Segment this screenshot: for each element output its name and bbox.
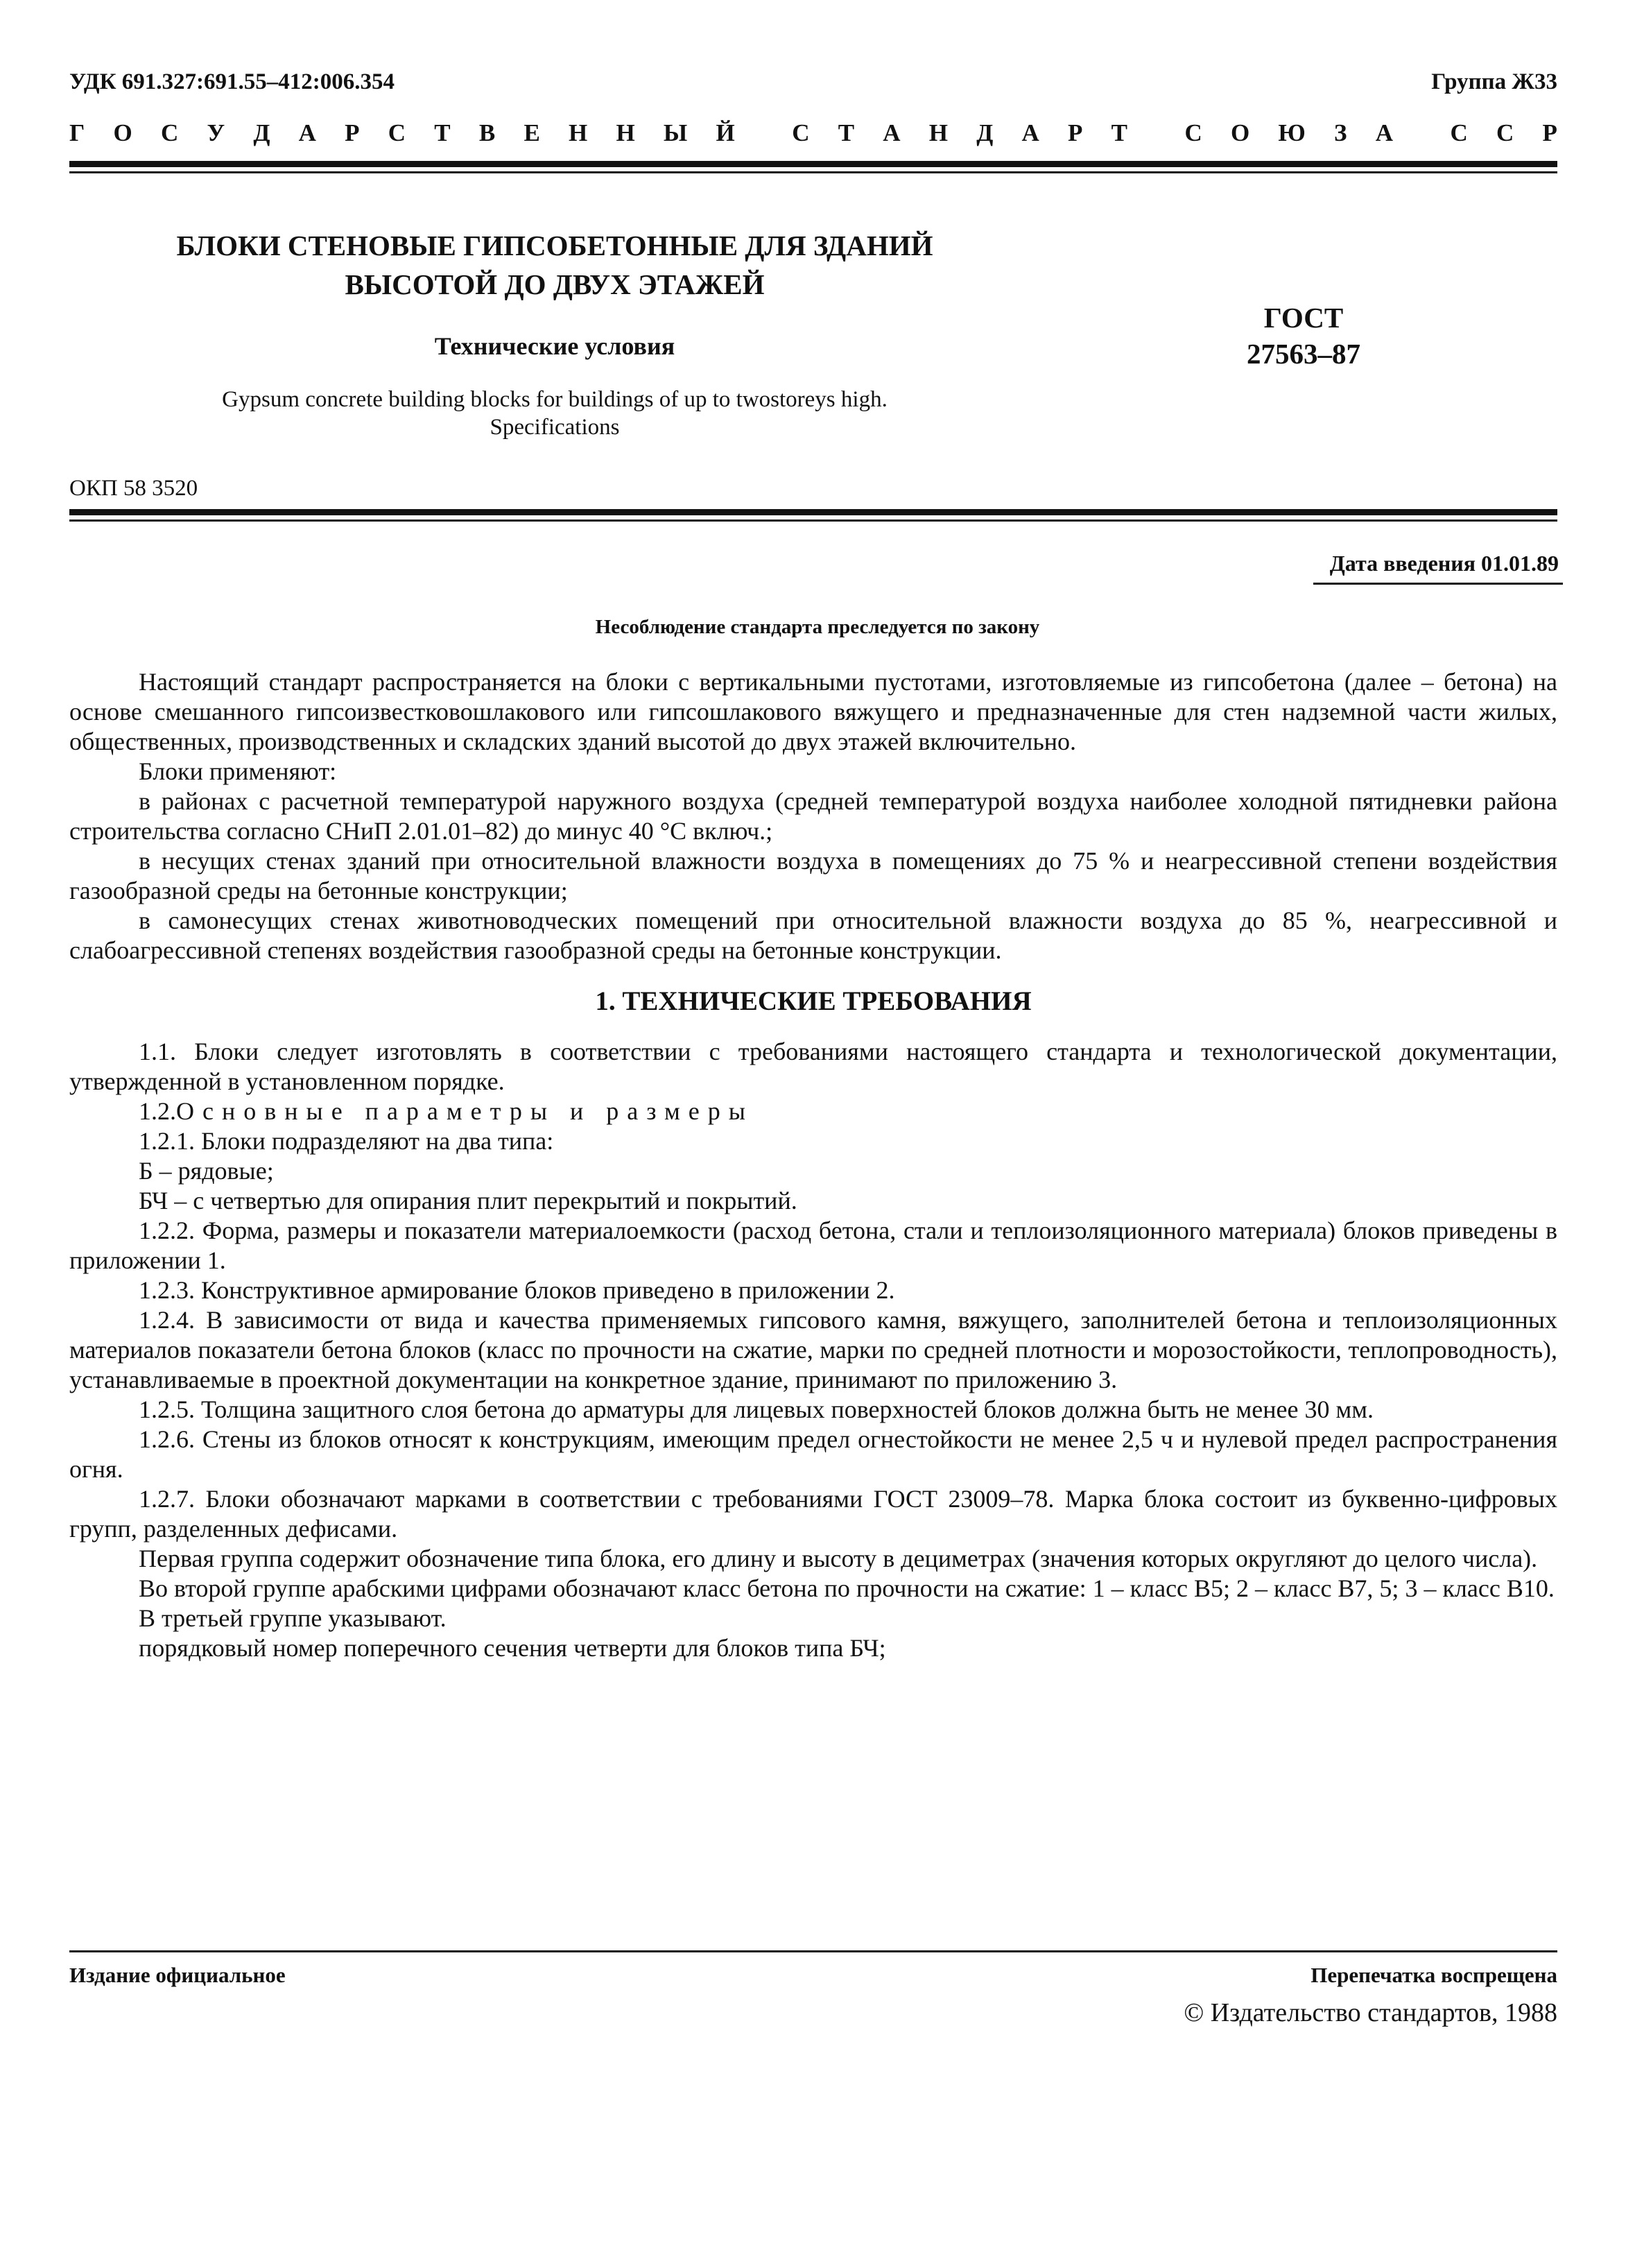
paragraph-climate: в районах с расчетной температурой наружного воздуха (средней температурой воздуха наиболее холодной пятидневки района строительства согласно СНиП 2.01.01–82) до минус 40 °С включ.; <box>69 787 1557 845</box>
reprint-notice: Перепечатка воспрещена <box>1310 1963 1557 1987</box>
heading-letter: А <box>1375 119 1394 146</box>
heading-letter: В <box>478 119 496 146</box>
top-thin-rule <box>69 171 1557 173</box>
legal-notice: Несоблюдение стандарта преследуется по закону <box>595 616 1040 638</box>
heading-letter: А <box>883 119 901 146</box>
okp-code: ОКП 58 3520 <box>69 476 198 501</box>
mid-thick-rule <box>69 509 1557 515</box>
heading-letter: Г <box>69 119 85 146</box>
clause-1-2-5: 1.2.5. Толщина защитного слоя бетона до арматуры для лицевых поверхностей блоков должна быть не менее 30 мм. <box>139 1395 1374 1423</box>
heading-letter: Т <box>838 119 855 146</box>
heading-letter: С <box>1450 119 1468 146</box>
heading-letter: О <box>113 119 132 146</box>
official-edition: Издание официальное <box>69 1963 286 1987</box>
clause-1-1: 1.1. Блоки следует изготовлять в соответствии с требованиями настоящего стандарта и технологической документации, утвержденной в установленном порядке. <box>69 1038 1557 1095</box>
heading-letter: Ы <box>663 119 688 146</box>
state-standard-heading <box>69 119 1557 147</box>
heading-letter: С <box>1184 119 1202 146</box>
english-title-line-2: Specifications <box>490 415 620 440</box>
document-title <box>111 226 998 304</box>
paragraph-scope: Настоящий стандарт распространяется на блоки с вертикальными пустотами, изготовляемые из гипсобетона (далее – бетона) на основе смешанного гипсоизвестковошлакового или гипсошлакового вяжущего и предназначенные для стен надземной части жилых, общественных, производственных и складских зданий высотой до двух этажей включительно. <box>69 668 1557 755</box>
clause-1-2-7: 1.2.7. Блоки обозначают марками в соответствии с требованиями ГОСТ 23009–78. Марка блока состоит из буквенно-цифровых групп, разделенных дефисами. <box>69 1485 1557 1543</box>
english-title-line-1: Gypsum concrete building blocks for buildings of up to twostoreys high. <box>222 387 888 412</box>
heading-letter: С <box>792 119 810 146</box>
gost-number: 27563–87 <box>1247 338 1360 370</box>
heading-letter: А <box>298 119 316 146</box>
heading-letter: Д <box>976 119 994 146</box>
introduction-date: Дата введения 01.01.89 <box>1329 551 1559 576</box>
heading-letter: С <box>388 119 406 146</box>
heading-letter: Е <box>524 119 540 146</box>
heading-letter: У <box>207 119 225 146</box>
date-underline <box>1313 583 1563 585</box>
heading-letter: Н <box>928 119 948 146</box>
clause-1-2 <box>69 1097 1557 1126</box>
clause-1-2-3: 1.2.3. Конструктивное армирование блоков приведено в приложении 2. <box>139 1276 895 1304</box>
group-3-item: порядковый номер поперечного сечения четверти для блоков типа БЧ; <box>139 1634 886 1662</box>
clause-1-2-1: 1.2.1. Блоки подразделяют на два типа: <box>139 1127 554 1155</box>
heading-letter: О <box>1230 119 1250 146</box>
heading-letter: Р <box>345 119 360 146</box>
clause-1-2-number: 1.2. <box>139 1097 176 1125</box>
heading-letter: Н <box>569 119 588 146</box>
footer-rule <box>69 1950 1557 1952</box>
clause-1-2-2: 1.2.2. Форма, размеры и показатели материалоемкости (расход бетона, стали и теплоизоляционного материала) блоков приведены в приложении 1. <box>69 1217 1557 1274</box>
group-1: Первая группа содержит обозначение типа блока, его длину и высоту в дециметрах (значения которых округляют до целого числа). <box>139 1545 1538 1572</box>
gost-designation <box>1220 300 1387 372</box>
group-2: Во второй группе арабскими цифрами обозначают класс бетона по прочности на сжатие: 1 – класс В5; 2 – класс В7, 5; 3 – класс В10. <box>139 1574 1555 1602</box>
title-line-1: БЛОКИ СТЕНОВЫЕ ГИПСОБЕТОННЫЕ ДЛЯ ЗДАНИЙ <box>176 230 933 261</box>
document-subtitle: Технические условия <box>434 332 675 360</box>
heading-letter: Т <box>434 119 451 146</box>
section-heading: 1. ТЕХНИЧЕСКИЕ ТРЕБОВАНИЯ <box>595 986 1032 1016</box>
heading-letter: Й <box>716 119 735 146</box>
paragraph-load-bearing: в несущих стенах зданий при относительной влажности воздуха в помещениях до 75 % и неагрессивной степени воздействия газообразной среды на бетонные конструкции; <box>69 847 1557 904</box>
type-b: Б – рядовые; <box>139 1157 274 1185</box>
paragraph-self-bearing: в самонесущих стенах животноводческих помещений при относительной влажности воздуха до 85 %, неагрессивной и слабоагрессивной степенях воздействия газообразной среды на бетонные конструкции. <box>69 907 1557 964</box>
heading-letter: Н <box>616 119 635 146</box>
paragraph-application: Блоки применяют: <box>139 757 337 785</box>
clause-1-2-6: 1.2.6. Стены из блоков относят к конструкциям, имеющим предел огнестойкости не менее 2,5 ч и нулевой предел распространения огня. <box>69 1425 1557 1483</box>
group-code: Группа Ж33 <box>1431 69 1557 94</box>
heading-letter: С <box>160 119 179 146</box>
document-body <box>69 667 1557 1663</box>
group-3: В третьей группе указывают. <box>139 1604 447 1632</box>
gost-label: ГОСТ <box>1263 302 1344 334</box>
type-bch: БЧ – с четвертью для опирания плит перекрытий и покрытий. <box>139 1187 797 1214</box>
clause-1-2-4: 1.2.4. В зависимости от вида и качества применяемых гипсового камня, вяжущего, заполнителей бетона и теплоизоляционных материалов показатели бетона блоков (класс по прочности на сжатие, марки по средней плотности и морозостойкости, теплопроводность), устанавливаемые в проектной документации на конкретное здание, принимают по приложению 3. <box>69 1306 1557 1393</box>
copyright: © Издательство стандартов, 1988 <box>1184 1998 1557 2027</box>
heading-letter: Д <box>253 119 270 146</box>
heading-letter: Ю <box>1278 119 1306 146</box>
heading-letter: С <box>1496 119 1514 146</box>
heading-letter: Р <box>1068 119 1083 146</box>
heading-letter: Т <box>1111 119 1127 146</box>
mid-thin-rule <box>69 519 1557 522</box>
heading-letter: З <box>1334 119 1347 146</box>
heading-letter: А <box>1021 119 1039 146</box>
clause-1-2-title: Основные параметры и размеры <box>176 1097 754 1125</box>
udk-code: УДК 691.327:691.55–412:006.354 <box>69 69 395 94</box>
heading-letter: Р <box>1542 119 1557 146</box>
english-title <box>111 386 998 441</box>
top-thick-rule <box>69 161 1557 167</box>
title-line-2: ВЫСОТОЙ ДО ДВУХ ЭТАЖЕЙ <box>345 268 765 300</box>
